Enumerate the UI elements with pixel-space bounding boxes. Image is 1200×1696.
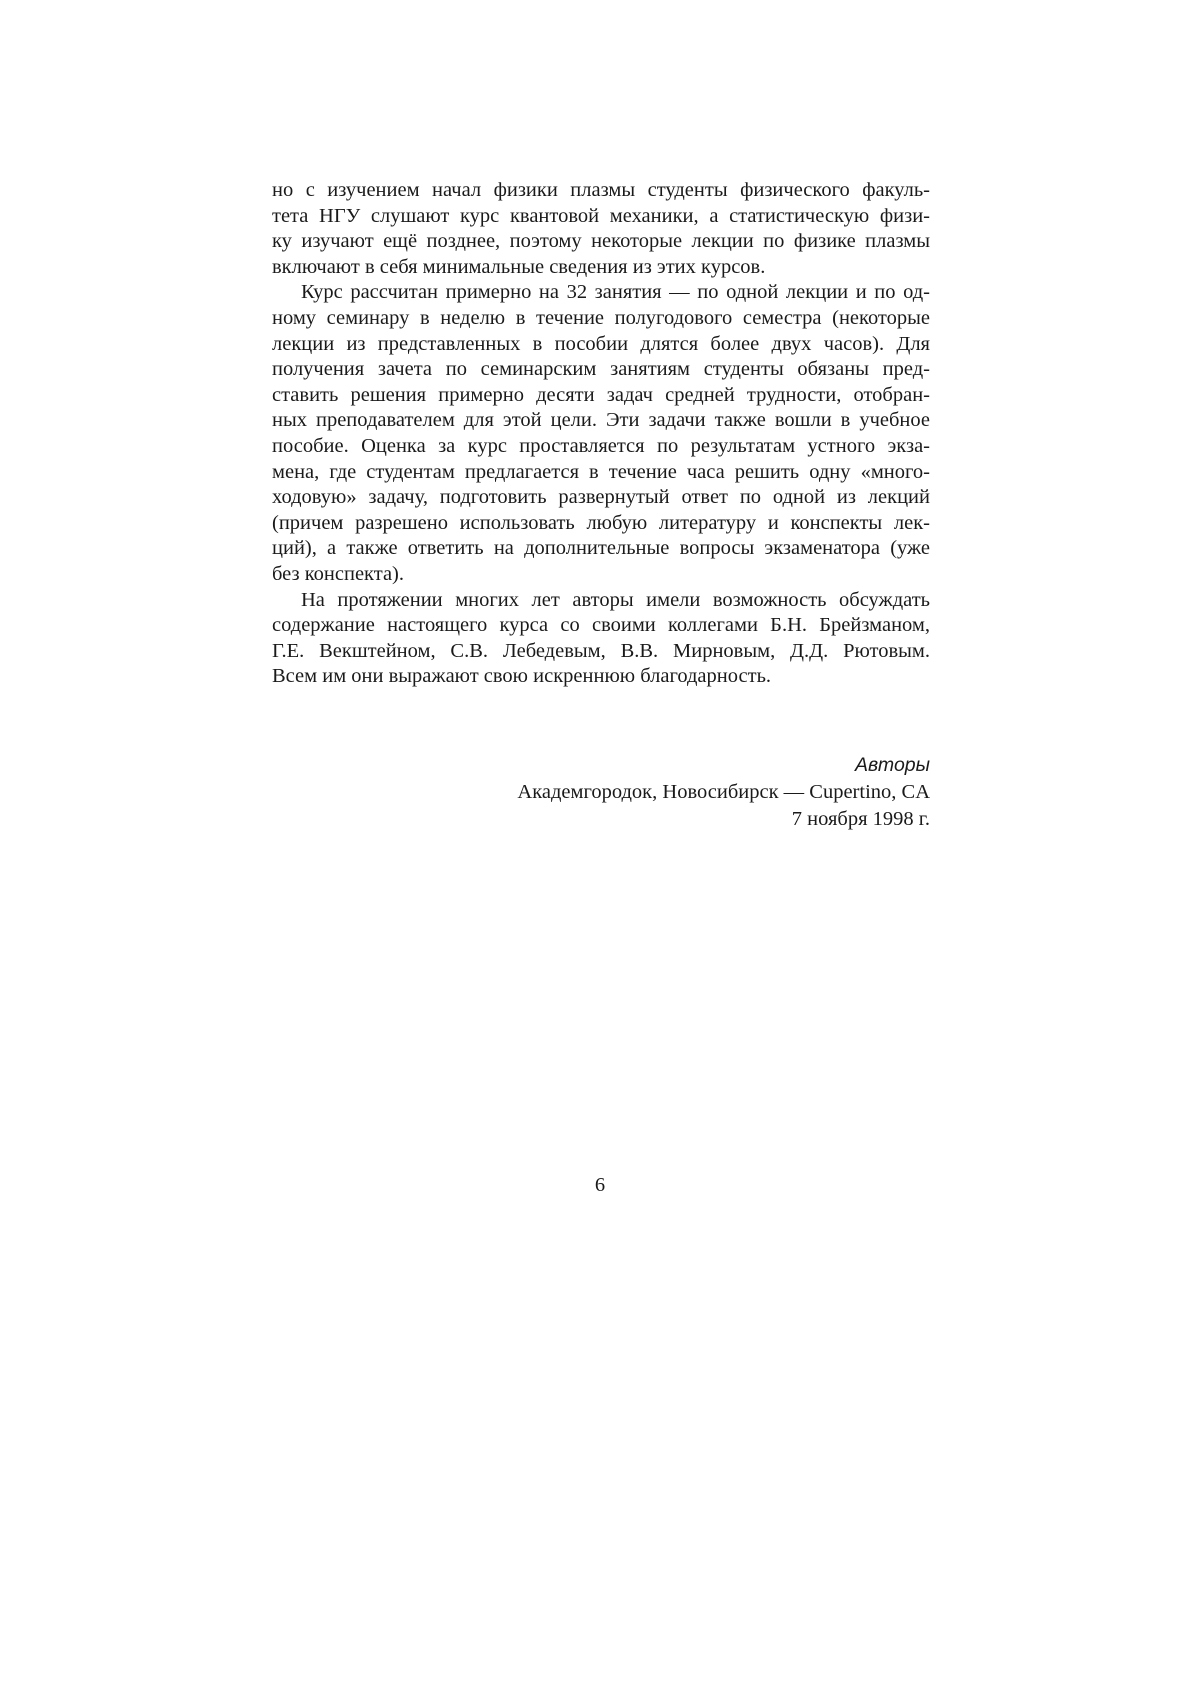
text-line: ному семинару в неделю в течение полугодового семестра (некоторые	[272, 306, 930, 329]
page-number: 6	[594, 1174, 606, 1196]
body-text	[272, 178, 930, 690]
text-line: мена, где студентам предлагается в течение часа решить одну «много-	[272, 460, 930, 483]
text-line: без конспекта).	[272, 562, 404, 585]
text-line: ку изучают ещё позднее, поэтому некоторые лекции по физике плазмы	[272, 230, 930, 253]
text-line: ходовую» задачу, подготовить развернутый ответ по одной из лекций	[272, 486, 930, 509]
text-line: получения зачета по семинарским занятиям студенты обязаны пред-	[272, 358, 930, 381]
text-line: содержание настоящего курса со своими коллегами Б.Н. Брейзманом,	[272, 614, 930, 637]
text-line: ных преподавателем для этой цели. Эти задачи также вошли в учебное	[272, 409, 930, 432]
signature-place: Академгородок, Новосибирск — Cupertino, CA	[517, 781, 930, 803]
paragraph-3	[272, 588, 930, 690]
text-line: пособие. Оценка за курс проставляется по результатам устного экза-	[272, 434, 930, 457]
text-line: ставить решения примерно десяти задач средней трудности, отобран-	[272, 383, 930, 406]
text-line: лекции из представленных в пособии длятся более двух часов). Для	[272, 332, 930, 355]
text-line: На протяжении многих лет авторы имели возможность обсуждать	[301, 588, 930, 611]
text-line: включают в себя минимальные сведения из этих курсов.	[272, 255, 766, 278]
text-line: (причем разрешено использовать любую литературу и конспекты лек-	[272, 511, 930, 534]
paragraph-1	[272, 178, 930, 280]
text-line: тета НГУ слушают курс квантовой механики, а статистическую физи-	[272, 204, 930, 227]
text-line: но с изучением начал физики плазмы студенты физического факуль-	[272, 179, 930, 201]
text-line: Курс рассчитан примерно на 32 занятия — по одной лекции и по од-	[301, 281, 930, 304]
text-line: Г.Е. Векштейном, С.В. Лебедевым, В.В. Мирновым, Д.Д. Рютовым.	[272, 639, 930, 662]
signature-authors: Авторы	[854, 754, 930, 776]
text-line: Всем им они выражают свою искреннюю благодарность.	[272, 665, 772, 688]
signature-date: 7 ноября 1998 г.	[791, 808, 930, 830]
paragraph-2	[272, 280, 930, 587]
signature-block	[272, 752, 930, 833]
text-line: ций), а также ответить на дополнительные вопросы экзаменатора (уже	[272, 537, 930, 560]
